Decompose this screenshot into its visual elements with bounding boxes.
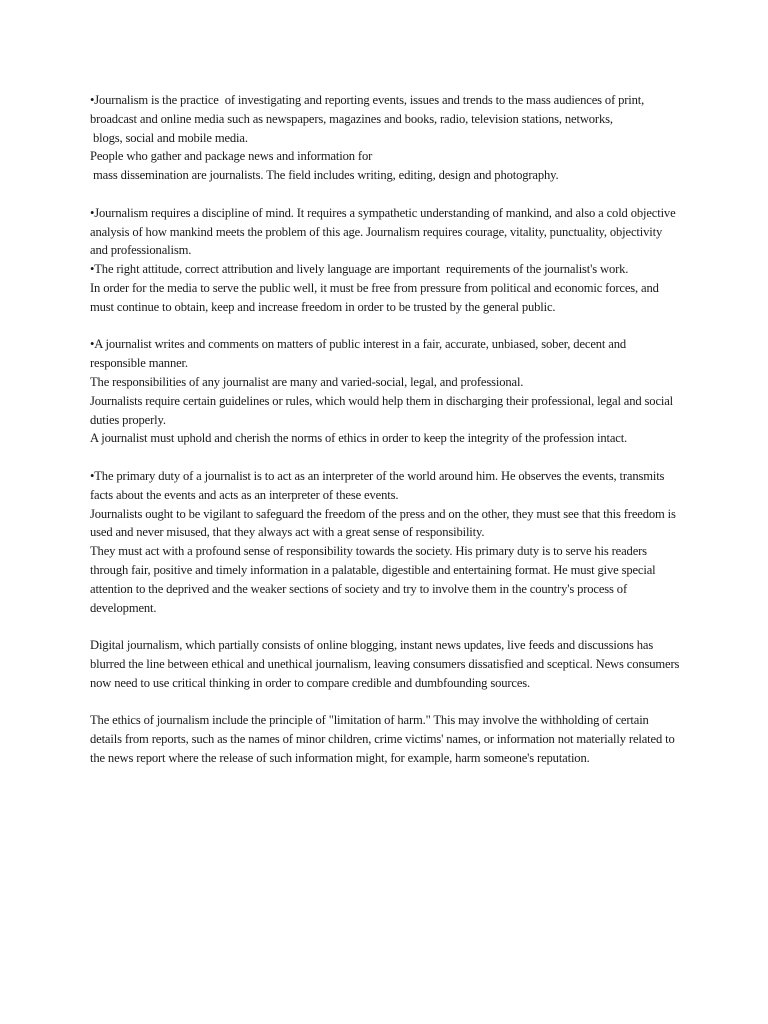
paragraph: They must act with a profound sense of responsibility towards the society. His primary duty is to serve his readers through fair, positive and timely information in a palatable, digestible and entertaining format. He must give special attention to the deprived and the weaker sections of society and try to involve them in the country's process of development. <box>90 544 659 615</box>
paragraph: Digital journalism, which partially consists of online blogging, instant news updates, live feeds and discussions has blurred the line between ethical and unethical journalism, leaving consumers dissatisfied and sceptical. News consumers now need to use critical thinking in order to compare credible and dumbfounding sources. <box>90 638 683 690</box>
paragraph: •Journalism requires a discipline of mind. It requires a sympathetic understanding of mankind, and also a cold objective analysis of how mankind meets the problem of this age. Journalism requires courage, vitality, punctuality, objectivity and professionalism. <box>90 205 679 258</box>
paragraph-spacer <box>90 317 680 336</box>
paragraph: In order for the media to serve the public well, it must be free from pressure from political and economic forces, and must continue to obtain, keep and increase freedom in order to be trusted by the general public. <box>90 280 662 314</box>
paragraph: Journalists require certain guidelines or rules, which would help them in discharging their professional, legal and social duties properly. <box>90 393 677 427</box>
paragraph: mass dissemination are journalists. The field includes writing, editing, design and photography. <box>90 168 559 183</box>
paragraph: A journalist must uphold and cherish the norms of ethics in order to keep the integrity of the profession intact. <box>90 431 628 446</box>
paragraph-spacer <box>90 617 680 636</box>
paragraph: Journalists ought to be vigilant to safeguard the freedom of the press and on the other, they must see that this freedom is used and never misused, that they always act with a great sense of responsibility. <box>90 506 679 540</box>
paragraph: The ethics of journalism include the principle of "limitation of harm." This may involve the withholding of certain details from reports, such as the names of minor children, crime victims' names, or information not materially related to the news report where the release of such information might, for example, harm someone's reputation. <box>90 713 678 765</box>
paragraph: •Journalism is the practice of investigating and reporting events, issues and trends to the mass audiences of print, broadcast and online media such as newspapers, magazines and books, radio, television stations, networks, <box>90 93 648 126</box>
paragraph-spacer <box>90 448 680 467</box>
paragraph: The responsibilities of any journalist are many and varied-social, legal, and professional. <box>90 374 524 389</box>
paragraph: •A journalist writes and comments on matters of public interest in a fair, accurate, unbiased, sober, decent and responsible manner. <box>90 337 630 371</box>
paragraph-spacer <box>90 185 680 204</box>
document-body <box>90 91 683 768</box>
paragraph: •The right attitude, correct attribution and lively language are important requirements of the journalist's work. <box>90 262 629 277</box>
paragraph: blogs, social and mobile media. <box>90 130 248 145</box>
paragraph: •The primary duty of a journalist is to act as an interpreter of the world around him. He observes the events, transmits facts about the events and acts as an interpreter of these events. <box>90 468 668 502</box>
paragraph: People who gather and package news and information for <box>90 149 373 164</box>
paragraph-spacer <box>90 693 680 712</box>
